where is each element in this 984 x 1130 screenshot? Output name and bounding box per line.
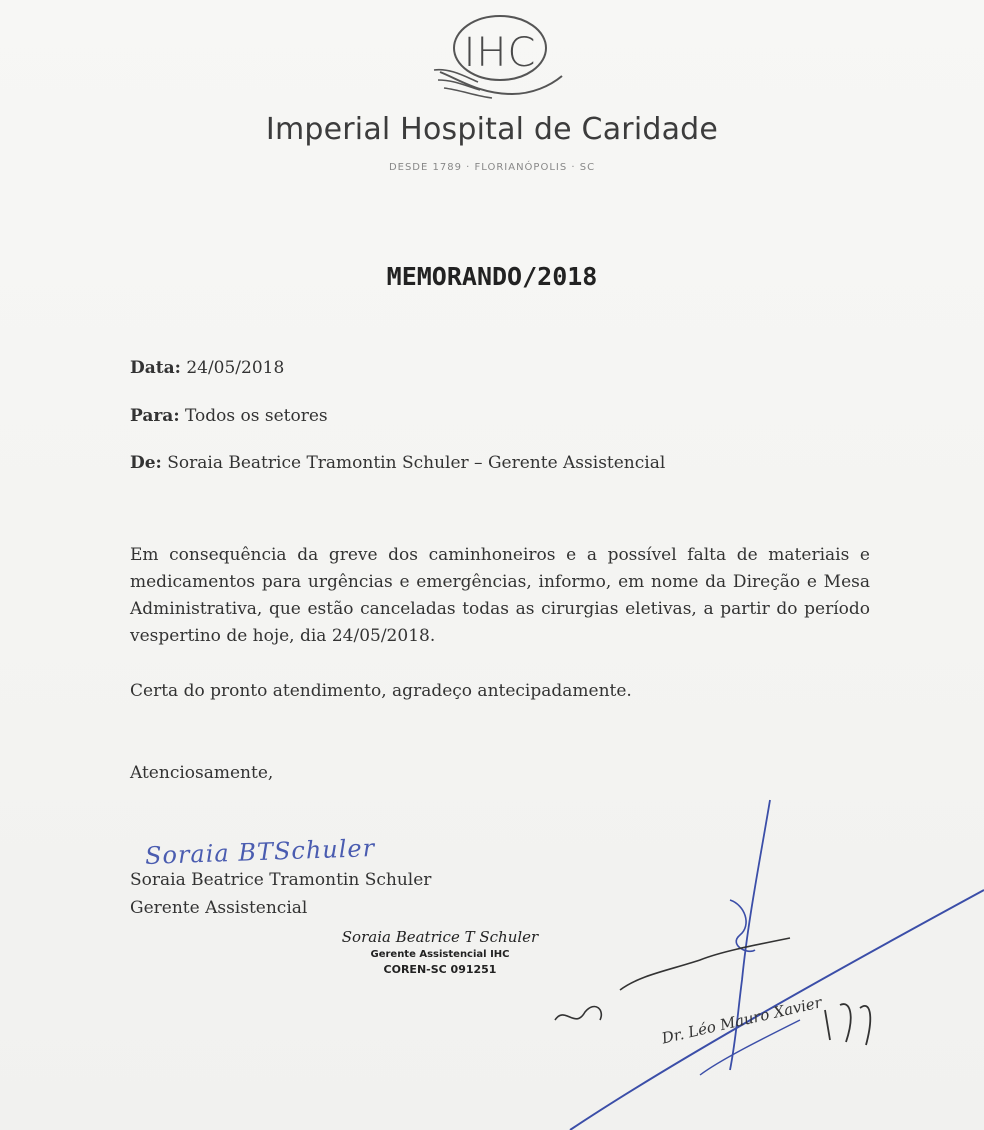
memo-body-paragraph: Em consequência da greve dos caminhoneiros e a possível falta de materiais e medicamentos para urgências e emergências, informo, em nome da Direção e Mesa Administrativa, que estão canceladas todas as cirurgias eletivas, a partir do período vespertino de hoje, dia 24/05/2018.: [130, 545, 870, 646]
from-value: Soraia Beatrice Tramontin Schuler – Gerente Assistencial: [167, 453, 666, 473]
hospital-subtitle: DESDE 1789 · FLORIANÓPOLIS · SC: [388, 162, 596, 173]
date-field: [130, 358, 284, 378]
doctor-signature-name: Dr. Léo Mauro Xavier: [660, 993, 824, 1048]
handwritten-signature: Soraia BTSchuler: [144, 833, 376, 871]
from-label: De:: [130, 453, 162, 473]
to-label: Para:: [130, 406, 180, 426]
stamp-name: Soraia Beatrice T Schuler: [341, 928, 539, 946]
date-value: 24/05/2018: [186, 358, 285, 378]
from-field: [130, 453, 665, 473]
signer-role: Gerente Assistencial: [130, 898, 308, 918]
memo-closing: Atenciosamente,: [130, 763, 274, 783]
stamp-role: Gerente Assistencial IHC: [370, 949, 510, 960]
stamp-registration: COREN-SC 091251: [383, 963, 497, 976]
date-label: Data:: [130, 358, 181, 378]
memo-thanks-paragraph: Certa do pronto atendimento, agradeço antecipadamente.: [130, 681, 632, 701]
to-value: Todos os setores: [185, 406, 328, 426]
hospital-logo: [420, 10, 580, 110]
signer-name: Soraia Beatrice Tramontin Schuler: [130, 870, 432, 890]
signature-stamp: [320, 928, 560, 976]
to-field: [130, 406, 328, 426]
hospital-name: Imperial Hospital de Caridade: [265, 112, 719, 147]
logo-text: IHC: [463, 30, 537, 76]
memo-title: MEMORANDO/2018: [386, 262, 598, 291]
